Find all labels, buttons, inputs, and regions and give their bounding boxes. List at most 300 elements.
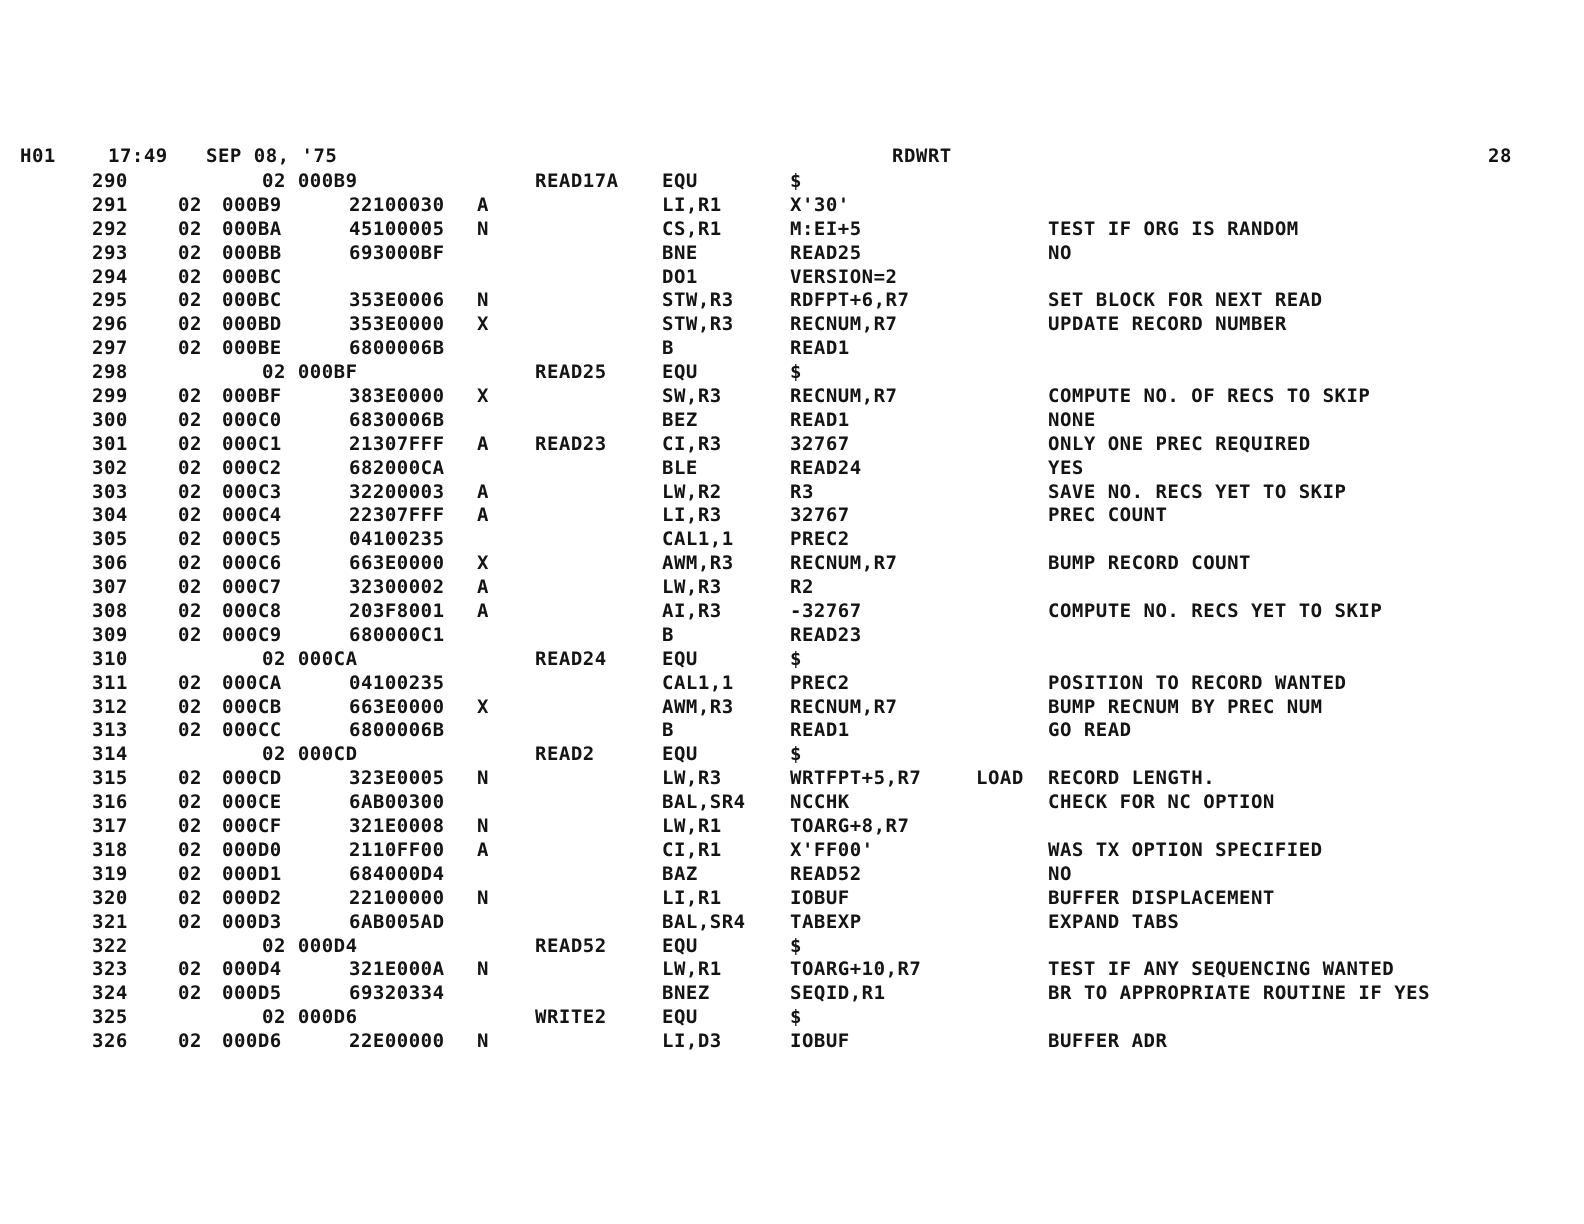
section: 02 <box>178 432 202 455</box>
object-code: 04100235 <box>349 671 445 694</box>
section: 02 <box>178 193 202 216</box>
section: 02 <box>178 982 202 1005</box>
assembly-listing <box>0 170 1584 1054</box>
opcode: EQU <box>662 1006 698 1029</box>
listing-row <box>0 839 1584 863</box>
relocation-flag: A <box>477 838 489 861</box>
operand: READ25 <box>790 241 862 264</box>
operand: R3 <box>790 480 814 503</box>
opcode: AWM,R3 <box>662 695 734 718</box>
address: 000D0 <box>222 838 282 861</box>
address: 000BD <box>222 313 282 336</box>
section: 02 <box>178 265 202 288</box>
comment: BUMP RECNUM BY PREC NUM <box>1048 695 1323 718</box>
object-code: 663E0000 <box>349 552 445 575</box>
line-number: 303 <box>92 480 128 503</box>
relocation-flag: N <box>477 958 489 981</box>
opcode: CI,R3 <box>662 432 722 455</box>
relocation-flag: A <box>477 504 489 527</box>
section: 02 <box>178 623 202 646</box>
address: 000BA <box>222 217 282 240</box>
comment: BUMP RECORD COUNT <box>1048 552 1251 575</box>
header-page-number: 28 <box>1488 145 1512 167</box>
comment: POSITION TO RECORD WANTED <box>1048 671 1347 694</box>
operand: READ23 <box>790 623 862 646</box>
object-code: 6800006B <box>349 719 445 742</box>
operand: RDFPT+6,R7 <box>790 289 910 312</box>
section: 02 <box>178 695 202 718</box>
address: 000BB <box>222 241 282 264</box>
operand: RECNUM,R7 <box>790 313 898 336</box>
line-number: 306 <box>92 552 128 575</box>
section: 02 <box>178 838 202 861</box>
object-code: 203F8001 <box>349 600 445 623</box>
address: 02 000CD <box>262 743 358 766</box>
line-number: 308 <box>92 600 128 623</box>
opcode: BNE <box>662 241 698 264</box>
object-code: 22100030 <box>349 193 445 216</box>
address: 02 000B9 <box>262 170 358 192</box>
opcode: LW,R3 <box>662 767 722 790</box>
object-code: 6800006B <box>349 337 445 360</box>
operand: $ <box>790 647 802 670</box>
line-number: 313 <box>92 719 128 742</box>
relocation-flag: N <box>477 815 489 838</box>
operand: NCCHK <box>790 791 850 814</box>
operand: PREC2 <box>790 528 850 551</box>
listing-row <box>0 481 1584 505</box>
comment: NO <box>1048 241 1072 264</box>
listing-row <box>0 194 1584 218</box>
address: 000CE <box>222 791 282 814</box>
comment: COMPUTE NO. OF RECS TO SKIP <box>1048 385 1371 408</box>
listing-row <box>0 696 1584 720</box>
object-code: 680000C1 <box>349 623 445 646</box>
opcode: BAZ <box>662 862 698 885</box>
label: READ23 <box>535 432 607 455</box>
line-number: 293 <box>92 241 128 264</box>
opcode: BLE <box>662 456 698 479</box>
opcode: EQU <box>662 743 698 766</box>
address: 000BE <box>222 337 282 360</box>
opcode: LI,D3 <box>662 1030 722 1053</box>
opcode: CI,R1 <box>662 838 722 861</box>
object-code: 04100235 <box>349 528 445 551</box>
listing-row <box>0 863 1584 887</box>
line-number: 310 <box>92 647 128 670</box>
line-number: 311 <box>92 671 128 694</box>
header-id: H01 <box>20 145 56 167</box>
line-number: 301 <box>92 432 128 455</box>
comment: BUFFER DISPLACEMENT <box>1048 886 1275 909</box>
comment: WAS TX OPTION SPECIFIED <box>1048 838 1323 861</box>
line-number: 321 <box>92 910 128 933</box>
relocation-flag: N <box>477 767 489 790</box>
operand: IOBUF <box>790 886 850 909</box>
opcode: CAL1,1 <box>662 528 734 551</box>
operand: X'30' <box>790 193 850 216</box>
label: READ2 <box>535 743 595 766</box>
address: 000D2 <box>222 886 282 909</box>
opcode: LI,R1 <box>662 886 722 909</box>
line-number: 315 <box>92 767 128 790</box>
listing-row <box>0 433 1584 457</box>
listing-row <box>0 289 1584 313</box>
address: 000C2 <box>222 456 282 479</box>
operand: RECNUM,R7 <box>790 552 898 575</box>
listing-row <box>0 457 1584 481</box>
comment: TEST IF ORG IS RANDOM <box>1048 217 1299 240</box>
label: WRITE2 <box>535 1006 607 1029</box>
section: 02 <box>178 337 202 360</box>
opcode: EQU <box>662 934 698 957</box>
operand: RECNUM,R7 <box>790 385 898 408</box>
operand: READ1 <box>790 719 850 742</box>
address: 000C1 <box>222 432 282 455</box>
address: 02 000D6 <box>262 1006 358 1029</box>
listing-row <box>0 409 1584 433</box>
listing-row <box>0 504 1584 528</box>
line-number: 312 <box>92 695 128 718</box>
operand: 32767 <box>790 504 850 527</box>
section: 02 <box>178 1030 202 1053</box>
section: 02 <box>178 862 202 885</box>
address: 000C6 <box>222 552 282 575</box>
object-code: 22E00000 <box>349 1030 445 1053</box>
operand: $ <box>790 934 802 957</box>
relocation-flag: N <box>477 886 489 909</box>
opcode: LI,R3 <box>662 504 722 527</box>
operand: PREC2 <box>790 671 850 694</box>
line-number: 326 <box>92 1030 128 1053</box>
line-number: 318 <box>92 838 128 861</box>
listing-row <box>0 170 1584 194</box>
listing-row <box>0 815 1584 839</box>
object-code: 69320334 <box>349 982 445 1005</box>
label: READ17A <box>535 170 619 192</box>
address: 000D5 <box>222 982 282 1005</box>
comment: YES <box>1048 456 1084 479</box>
object-code: 6AB005AD <box>349 910 445 933</box>
line-number: 322 <box>92 934 128 957</box>
address: 000D1 <box>222 862 282 885</box>
address: 000D4 <box>222 958 282 981</box>
operand: $ <box>790 170 802 192</box>
listing-row <box>0 767 1584 791</box>
operand: $ <box>790 743 802 766</box>
operand: TOARG+8,R7 <box>790 815 910 838</box>
comment: NONE <box>1048 408 1096 431</box>
operand: IOBUF <box>790 1030 850 1053</box>
comment: SAVE NO. RECS YET TO SKIP <box>1048 480 1347 503</box>
operand: READ24 <box>790 456 862 479</box>
address: 000D6 <box>222 1030 282 1053</box>
comment: TEST IF ANY SEQUENCING WANTED <box>1048 958 1395 981</box>
listing-row <box>0 1030 1584 1054</box>
section: 02 <box>178 241 202 264</box>
operand: RECNUM,R7 <box>790 695 898 718</box>
section: 02 <box>178 408 202 431</box>
opcode: STW,R3 <box>662 313 734 336</box>
address: 000C5 <box>222 528 282 551</box>
object-code: 6AB00300 <box>349 791 445 814</box>
opcode: BAL,SR4 <box>662 910 746 933</box>
line-number: 294 <box>92 265 128 288</box>
section: 02 <box>178 552 202 575</box>
section: 02 <box>178 456 202 479</box>
listing-row <box>0 600 1584 624</box>
section: 02 <box>178 910 202 933</box>
header-module: RDWRT <box>892 145 952 167</box>
line-number: 325 <box>92 1006 128 1029</box>
listing-row <box>0 624 1584 648</box>
operand: TOARG+10,R7 <box>790 958 922 981</box>
operand: R2 <box>790 576 814 599</box>
object-code: 32300002 <box>349 576 445 599</box>
section: 02 <box>178 671 202 694</box>
listing-row <box>0 361 1584 385</box>
listing-row <box>0 672 1584 696</box>
operand: M:EI+5 <box>790 217 862 240</box>
address: 000C0 <box>222 408 282 431</box>
relocation-flag: X <box>477 385 489 408</box>
section: 02 <box>178 719 202 742</box>
listing-row <box>0 648 1584 672</box>
line-number: 295 <box>92 289 128 312</box>
line-number: 296 <box>92 313 128 336</box>
object-code: 663E0000 <box>349 695 445 718</box>
address: 000C7 <box>222 576 282 599</box>
address: 000BC <box>222 265 282 288</box>
line-number: 304 <box>92 504 128 527</box>
opcode: STW,R3 <box>662 289 734 312</box>
object-code: 323E0005 <box>349 767 445 790</box>
section: 02 <box>178 289 202 312</box>
opcode: AI,R3 <box>662 600 722 623</box>
object-code: 684000D4 <box>349 862 445 885</box>
operand: SEQID,R1 <box>790 982 886 1005</box>
listing-row <box>0 337 1584 361</box>
object-code: 353E0006 <box>349 289 445 312</box>
relocation-flag: A <box>477 432 489 455</box>
address: 02 000D4 <box>262 934 358 957</box>
object-code: 693000BF <box>349 241 445 264</box>
object-code: 682000CA <box>349 456 445 479</box>
address: 000B9 <box>222 193 282 216</box>
opcode: LW,R2 <box>662 480 722 503</box>
line-number: 297 <box>92 337 128 360</box>
line-number: 319 <box>92 862 128 885</box>
section: 02 <box>178 815 202 838</box>
operand: READ1 <box>790 408 850 431</box>
listing-row <box>0 935 1584 959</box>
operand: $ <box>790 361 802 384</box>
object-code: 321E000A <box>349 958 445 981</box>
label: READ24 <box>535 647 607 670</box>
section: 02 <box>178 528 202 551</box>
line-number: 309 <box>92 623 128 646</box>
listing-row <box>0 313 1584 337</box>
listing-row <box>0 552 1584 576</box>
address: 000CB <box>222 695 282 718</box>
line-number: 320 <box>92 886 128 909</box>
operand: $ <box>790 1006 802 1029</box>
comment: EXPAND TABS <box>1048 910 1180 933</box>
section: 02 <box>178 600 202 623</box>
listing-row <box>0 719 1584 743</box>
object-code: 2110FF00 <box>349 838 445 861</box>
comment: CHECK FOR NC OPTION <box>1048 791 1275 814</box>
relocation-flag: N <box>477 217 489 240</box>
object-code: 383E0000 <box>349 385 445 408</box>
opcode: BNEZ <box>662 982 710 1005</box>
opcode: EQU <box>662 170 698 192</box>
address: 000C8 <box>222 600 282 623</box>
comment: GO READ <box>1048 719 1132 742</box>
object-code: 321E0008 <box>349 815 445 838</box>
relocation-flag: A <box>477 480 489 503</box>
line-number: 317 <box>92 815 128 838</box>
comment: ONLY ONE PREC REQUIRED <box>1048 432 1311 455</box>
line-number: 324 <box>92 982 128 1005</box>
listing-row <box>0 743 1584 767</box>
address: 000C3 <box>222 480 282 503</box>
operand: -32767 <box>790 600 862 623</box>
relocation-flag: X <box>477 313 489 336</box>
listing-row <box>0 911 1584 935</box>
opcode: CS,R1 <box>662 217 722 240</box>
line-number: 307 <box>92 576 128 599</box>
opcode: EQU <box>662 647 698 670</box>
object-code: 45100005 <box>349 217 445 240</box>
address: 000CD <box>222 767 282 790</box>
operand: VERSION=2 <box>790 265 898 288</box>
opcode: LW,R1 <box>662 958 722 981</box>
line-number: 302 <box>92 456 128 479</box>
operand: READ1 <box>790 337 850 360</box>
listing-row <box>0 528 1584 552</box>
header-time: 17:49 <box>108 145 168 167</box>
opcode: B <box>662 719 674 742</box>
section: 02 <box>178 480 202 503</box>
opcode: EQU <box>662 361 698 384</box>
object-code: 353E0000 <box>349 313 445 336</box>
line-number: 316 <box>92 791 128 814</box>
section: 02 <box>178 958 202 981</box>
line-number: 314 <box>92 743 128 766</box>
opcode: LW,R1 <box>662 815 722 838</box>
address: 02 000BF <box>262 361 358 384</box>
address: 000C4 <box>222 504 282 527</box>
relocation-flag: A <box>477 600 489 623</box>
address: 000CC <box>222 719 282 742</box>
object-code: 32200003 <box>349 480 445 503</box>
object-code: 22100000 <box>349 886 445 909</box>
operand: TABEXP <box>790 910 862 933</box>
listing-row <box>0 1006 1584 1030</box>
line-number: 299 <box>92 385 128 408</box>
line-number: 292 <box>92 217 128 240</box>
section: 02 <box>178 791 202 814</box>
note: LOAD <box>976 767 1024 790</box>
opcode: BAL,SR4 <box>662 791 746 814</box>
listing-row <box>0 266 1584 290</box>
relocation-flag: N <box>477 289 489 312</box>
address: 02 000CA <box>262 647 358 670</box>
opcode: LI,R1 <box>662 193 722 216</box>
comment: UPDATE RECORD NUMBER <box>1048 313 1287 336</box>
line-number: 300 <box>92 408 128 431</box>
opcode: LW,R3 <box>662 576 722 599</box>
line-number: 305 <box>92 528 128 551</box>
operand: 32767 <box>790 432 850 455</box>
opcode: B <box>662 623 674 646</box>
section: 02 <box>178 576 202 599</box>
address: 000C9 <box>222 623 282 646</box>
operand: WRTFPT+5,R7 <box>790 767 922 790</box>
comment: BUFFER ADR <box>1048 1030 1168 1053</box>
object-code: 21307FFF <box>349 432 445 455</box>
header-date: SEP 08, '75 <box>206 145 338 167</box>
relocation-flag: X <box>477 695 489 718</box>
label: READ52 <box>535 934 607 957</box>
listing-row <box>0 887 1584 911</box>
section: 02 <box>178 313 202 336</box>
label: READ25 <box>535 361 607 384</box>
address: 000D3 <box>222 910 282 933</box>
comment: PREC COUNT <box>1048 504 1168 527</box>
listing-row <box>0 791 1584 815</box>
opcode: CAL1,1 <box>662 671 734 694</box>
operand: READ52 <box>790 862 862 885</box>
opcode: B <box>662 337 674 360</box>
listing-row <box>0 242 1584 266</box>
section: 02 <box>178 217 202 240</box>
section: 02 <box>178 886 202 909</box>
comment: COMPUTE NO. RECS YET TO SKIP <box>1048 600 1383 623</box>
relocation-flag: X <box>477 552 489 575</box>
comment: RECORD LENGTH. <box>1048 767 1216 790</box>
listing-row <box>0 385 1584 409</box>
object-code: 22307FFF <box>349 504 445 527</box>
comment: SET BLOCK FOR NEXT READ <box>1048 289 1323 312</box>
relocation-flag: N <box>477 1030 489 1053</box>
opcode: SW,R3 <box>662 385 722 408</box>
relocation-flag: A <box>477 576 489 599</box>
opcode: AWM,R3 <box>662 552 734 575</box>
line-number: 290 <box>92 170 128 192</box>
line-number: 323 <box>92 958 128 981</box>
comment: BR TO APPROPRIATE ROUTINE IF YES <box>1048 982 1431 1005</box>
listing-row <box>0 218 1584 242</box>
address: 000BC <box>222 289 282 312</box>
section: 02 <box>178 767 202 790</box>
listing-row <box>0 958 1584 982</box>
operand: X'FF00' <box>790 838 874 861</box>
line-number: 291 <box>92 193 128 216</box>
address: 000BF <box>222 385 282 408</box>
object-code: 6830006B <box>349 408 445 431</box>
listing-row <box>0 982 1584 1006</box>
comment: NO <box>1048 862 1072 885</box>
address: 000CF <box>222 815 282 838</box>
section: 02 <box>178 504 202 527</box>
section: 02 <box>178 385 202 408</box>
line-number: 298 <box>92 361 128 384</box>
relocation-flag: A <box>477 193 489 216</box>
address: 000CA <box>222 671 282 694</box>
listing-row <box>0 576 1584 600</box>
